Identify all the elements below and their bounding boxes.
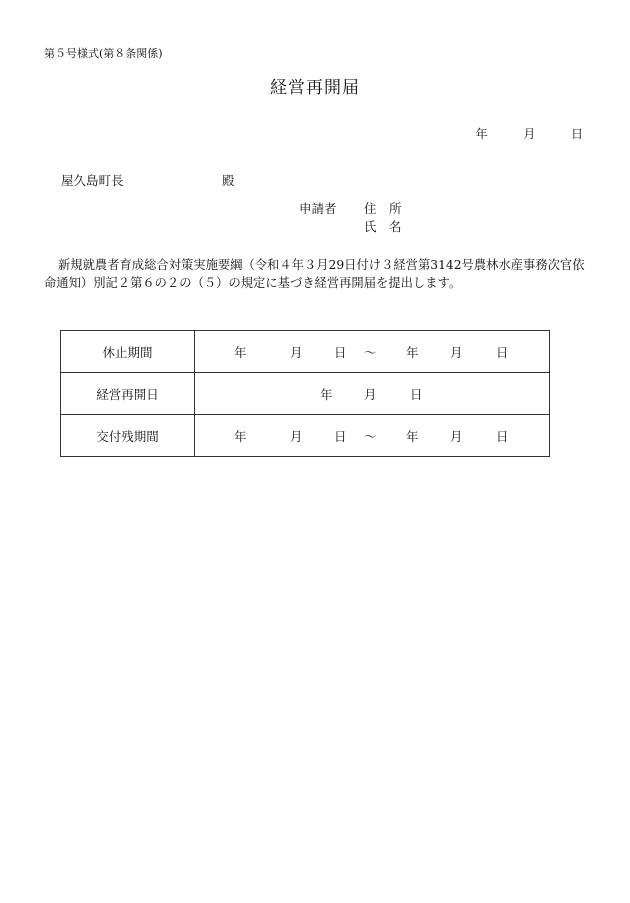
to-day: 日 <box>495 344 509 360</box>
to-month: 月 <box>449 344 463 360</box>
addressee: 屋久島町長 <box>61 173 124 188</box>
resumption-date-value <box>195 373 550 415</box>
date-day-label: 日 <box>570 127 583 141</box>
applicant-address-label: 住 所 <box>364 201 402 216</box>
form-number: 第５号様式(第８条関係) <box>44 47 163 60</box>
range-separator: ～ <box>364 344 377 360</box>
to-day: 日 <box>495 428 509 444</box>
resumption-date-label: 経営再開日 <box>61 373 195 415</box>
submission-date <box>476 125 583 142</box>
suspension-period-value <box>195 331 550 373</box>
from-year: 年 <box>234 428 247 444</box>
resume-month: 月 <box>364 386 377 402</box>
honorific: 殿 <box>222 173 235 188</box>
table-row <box>61 331 550 373</box>
table-row <box>61 373 550 415</box>
remaining-period-value <box>195 415 550 457</box>
from-day: 日 <box>334 428 347 444</box>
from-month: 月 <box>290 428 303 444</box>
suspension-period-label: 休止期間 <box>61 331 195 373</box>
document-title: 経営再開届 <box>270 78 360 98</box>
period-table <box>60 330 550 457</box>
resume-year: 年 <box>320 386 333 402</box>
applicant-label: 申請者 <box>299 201 337 216</box>
from-year: 年 <box>234 344 247 360</box>
resume-day: 日 <box>409 386 423 402</box>
to-year: 年 <box>405 428 419 444</box>
to-year: 年 <box>405 344 419 360</box>
applicant-name-label: 氏 名 <box>364 219 402 234</box>
from-month: 月 <box>290 344 303 360</box>
from-day: 日 <box>334 344 347 360</box>
table-row <box>61 415 550 457</box>
date-month-label: 月 <box>523 127 536 141</box>
range-separator: ～ <box>364 428 377 444</box>
body-paragraph: 新規就農者育成総合対策実施要綱（令和４年３月29日付け３経営第3142号農林水産事務次官依命通知）別記２第６の２の（５）の規定に基づき経営再開届を提出します。 <box>44 258 585 290</box>
remaining-period-label: 交付残期間 <box>61 415 195 457</box>
to-month: 月 <box>449 428 463 444</box>
date-year-label: 年 <box>475 127 488 141</box>
